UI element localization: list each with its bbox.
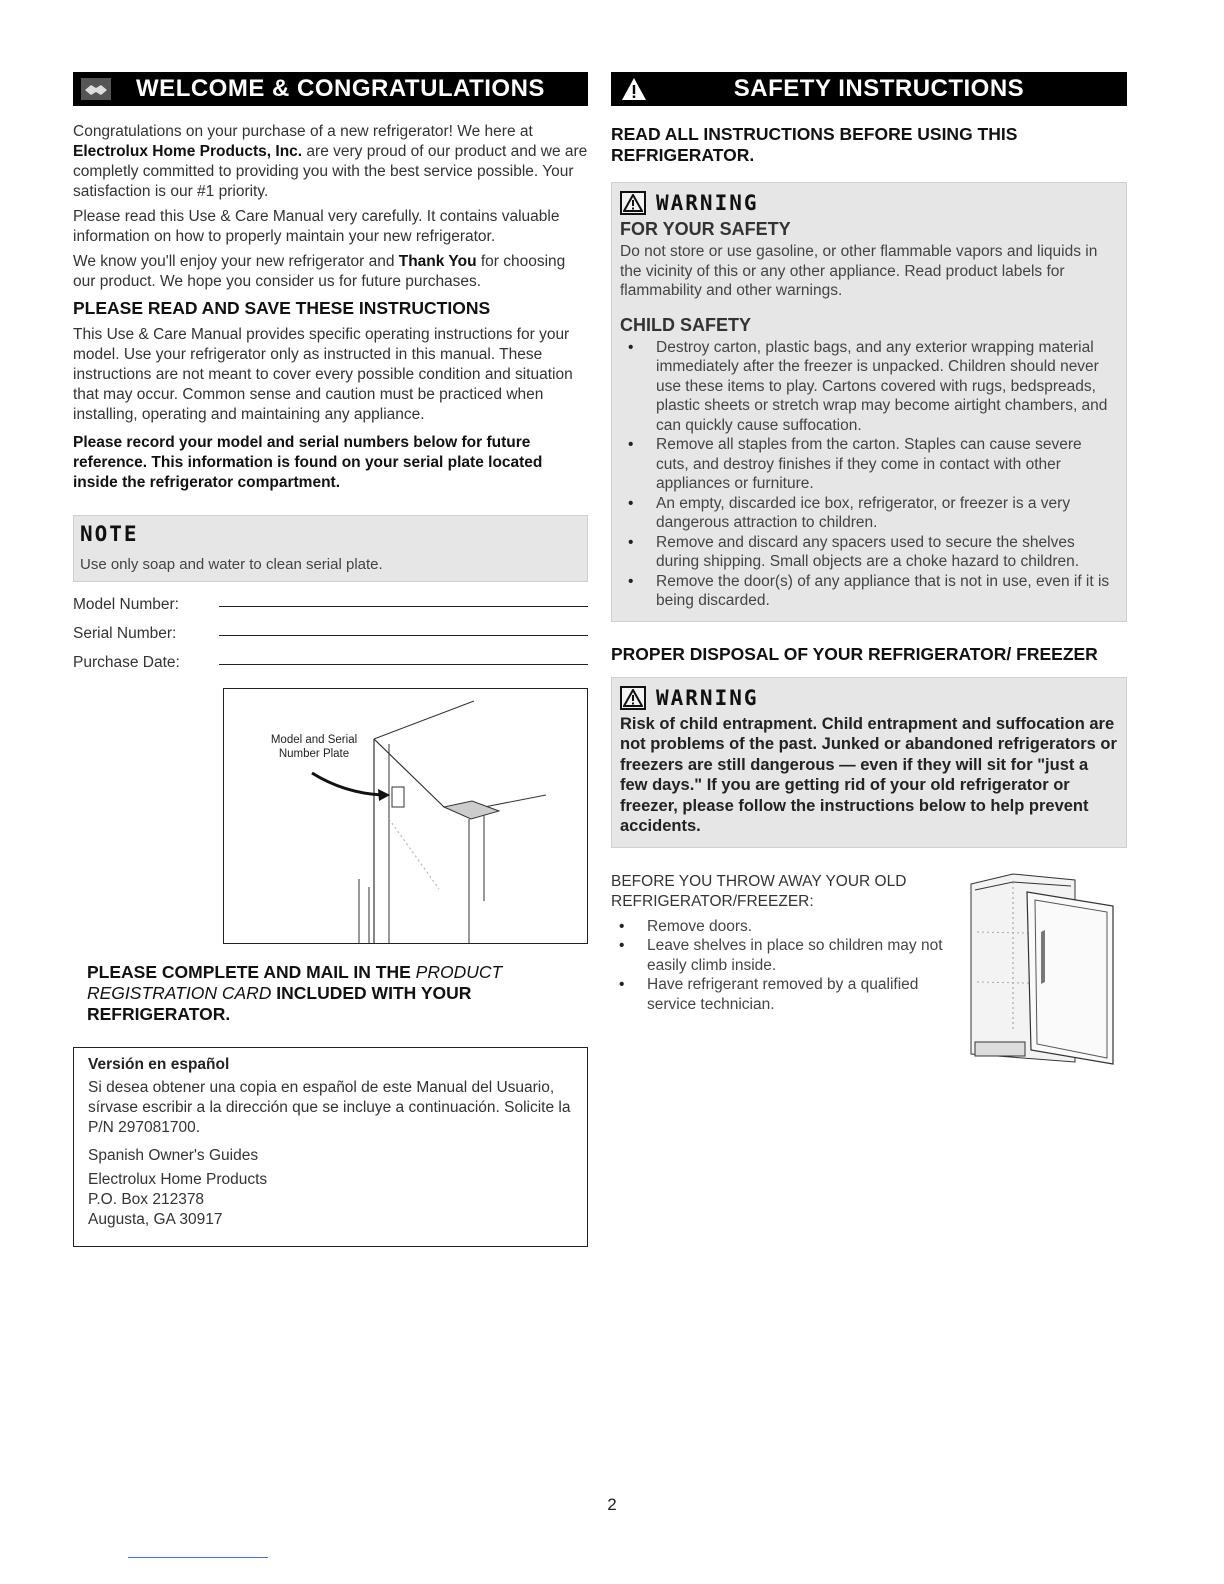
disposal-heading: PROPER DISPOSAL OF YOUR REFRIGERATOR/ FREEZER (611, 643, 1098, 664)
purchase-date-line[interactable] (219, 664, 588, 665)
for-your-safety-text: Do not store or use gasoline, or other flammable vapors and liquids in the vicinity of this or any other appliance. Read product labels for flammability and other warnings. (620, 243, 1098, 299)
note-title: NOTE (80, 522, 139, 546)
list-item: • Remove and discard any spacers used to secure the shelves during shipping. Small objects are a choke hazard to children. (620, 533, 1118, 572)
warning-box-disposal (611, 677, 1127, 848)
record-fields (73, 590, 588, 672)
welcome-para-1: Congratulations on your purchase of a new refrigerator! We here at Electrolux Home Products, Inc. are very proud of our product and we are completly committed to providing you with the best service possible. Your satisfaction is our #1 priority. (73, 123, 588, 200)
note-text: Use only soap and water to clean serial plate. (80, 556, 383, 573)
list-item: • Have refrigerant removed by a qualified service technician. (611, 975, 951, 1014)
serial-number-line[interactable] (219, 635, 588, 636)
save-instructions-heading: PLEASE READ AND SAVE THESE INSTRUCTIONS (73, 298, 491, 318)
record-instructions: Please record your model and serial numbers below for future reference. This information is found on your serial plate located inside the refrigerator compartment. (73, 434, 543, 491)
child-safety-list (620, 338, 1118, 611)
list-item: • Remove all staples from the carton. Staples can cause severe cuts, and destroy finishes if they come in contact with other appliances or furniture. (620, 435, 1118, 494)
serial-plate-label: Model and Serial Number Plate (270, 734, 358, 760)
spanish-version-box (73, 1047, 588, 1247)
disposal-section (611, 872, 1127, 1072)
entrapment-warning-text: Risk of child entrapment. Child entrapment and suffocation are not problems of the past. Junked or abandoned refrigerators or freezers are still dangerous — even if they will sit for "just a few days." If you are getting rid of your old refrigerator or freezer, please follow the instructions below to help prevent accidents. (620, 714, 1117, 835)
footer-divider (128, 1557, 268, 1558)
welcome-para-2: Please read this Use & Care Manual very carefully. It contains valuable information on how to properly maintain your new refrigerator. (73, 208, 560, 245)
open-freezer-illustration (967, 872, 1117, 1067)
handshake-icon (79, 76, 113, 102)
read-all-heading: READ ALL INSTRUCTIONS BEFORE USING THIS REFRIGERATOR. (611, 124, 1018, 165)
spanish-para: Si desea obtener una copia en español de este Manual del Usuario, sírvase escribir a la dirección que se incluye a continuación. Solicite la P/N 297081700. (88, 1079, 571, 1136)
purchase-date-row (73, 648, 588, 672)
note-box (73, 515, 588, 582)
instructions-para: This Use & Care Manual provides specific operating instructions for your model. Use your refrigerator only as instructed in this manual. These instructions are not meant to cover every possible condition and situation that may occur. Common sense and caution must be practiced when installing, operating and maintaining any appliance. (73, 326, 573, 423)
refrigerator-illustration (224, 689, 587, 943)
warning-triangle-icon (617, 76, 651, 102)
list-item: • An empty, discarded ice box, refrigerator, or freezer is a very dangerous attraction to children. (620, 494, 1118, 533)
right-column (611, 72, 1127, 1072)
serial-number-row (73, 619, 588, 643)
model-number-line[interactable] (219, 606, 588, 607)
welcome-title: WELCOME & CONGRATULATIONS (136, 75, 545, 102)
spanish-title: Versión en español (88, 1056, 230, 1073)
safety-banner (611, 72, 1127, 106)
serial-plate-figure (223, 688, 588, 944)
registration-heading: PLEASE COMPLETE AND MAIL IN THE PRODUCT REGISTRATION CARD INCLUDED WITH YOUR REFRIGERATOR. (87, 962, 503, 1024)
serial-number-label: Serial Number: (73, 625, 177, 642)
welcome-para-3: We know you'll enjoy your new refrigerator and Thank You for choosing our product. We hope you consider us for future purchases. (73, 253, 566, 290)
model-number-row (73, 590, 588, 614)
list-item: • Destroy carton, plastic bags, and any exterior wrapping material immediately after the freezer is unpacked. Children should never use these items to play. Cartons covered with rugs, bedspreads, plastic sheets or stretch wrap may become airtight chambers, and can quickly cause suffocation. (620, 338, 1118, 436)
warning-header (620, 686, 1118, 710)
spanish-address-line-1: Spanish Owner's Guides (88, 1147, 259, 1164)
model-number-label: Model Number: (73, 596, 179, 613)
spanish-address-line-2: Electrolux Home Products (88, 1171, 268, 1188)
disposal-text (611, 872, 951, 1015)
purchase-date-label: Purchase Date: (73, 654, 180, 671)
spanish-address-line-4: Augusta, GA 30917 (88, 1211, 223, 1228)
warning-title: WARNING (656, 685, 759, 710)
disposal-list (611, 917, 951, 1015)
left-column (73, 72, 588, 1247)
before-throw-heading: BEFORE YOU THROW AWAY YOUR OLD REFRIGERATOR/FREEZER: (611, 872, 907, 910)
spanish-address-line-3: P.O. Box 212378 (88, 1191, 205, 1208)
warning-header (620, 191, 1118, 215)
page-number: 2 (607, 1495, 617, 1514)
child-safety-heading: CHILD SAFETY (620, 314, 752, 335)
warning-title: WARNING (656, 191, 759, 215)
list-item: • Leave shelves in place so children may not easily climb inside. (611, 936, 951, 975)
warning-box-safety (611, 182, 1127, 622)
list-item: • Remove doors. (611, 917, 951, 937)
welcome-banner (73, 72, 588, 106)
safety-title: SAFETY INSTRUCTIONS (733, 75, 1025, 102)
for-your-safety-heading: FOR YOUR SAFETY (620, 219, 791, 239)
warning-icon (620, 191, 646, 215)
warning-icon (620, 686, 646, 710)
list-item: • Remove the door(s) of any appliance that is not in use, even if it is being discarded. (620, 572, 1118, 611)
